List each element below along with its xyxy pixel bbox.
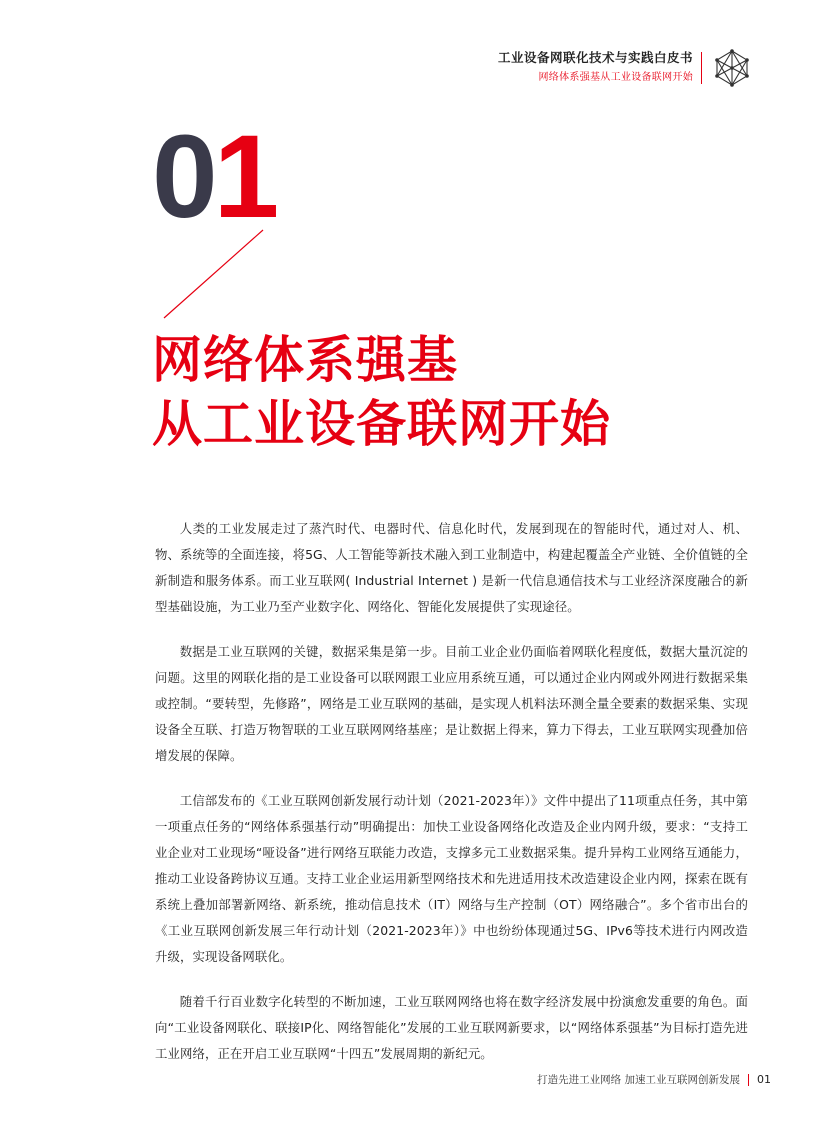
chapter-number: [152, 111, 276, 243]
footer-slogan: 打造先进工业网络 加速工业互联网创新发展: [537, 1074, 740, 1086]
paragraph: 工信部发布的《工业互联网创新发展行动计划（2021-2023年）》文件中提出了11项重点任务，其中第一项重点任务的“网络体系强基行动”明确提出：加快工业设备网络化改造及企业内网升级，要求：“支持工业企业对工业现场“哑设备”进行网络互联能力改造，支撑多元工业数据采集。提升异构工业网络互通能力，推动工业设备跨协议互通。支持工业企业运用新型网络技术和先进适用技术改造建设企业内网，探索在既有系统上叠加部署新网络、新系统，推动信息技术（IT）网络与生产控制（OT）网络融合”。多个省市出台的《工业互联网创新发展三年行动计划（2021-2023年）》中也纷纷体现通过5G、IPv6等技术进行内网改造升级，实现设备网联化。: [155, 793, 748, 964]
chapter-title-line-1: 网络体系强基: [152, 331, 458, 389]
page-footer: [537, 1072, 771, 1087]
running-header: [498, 50, 693, 84]
network-mesh-icon: [712, 48, 752, 88]
chapter-number-digit-1: 1: [213, 111, 276, 243]
section-subtitle: 网络体系强基从工业设备联网开始: [538, 72, 693, 83]
header-divider: [701, 52, 702, 84]
decorative-slash: [160, 228, 270, 320]
chapter-number-digit-0: 0: [152, 111, 214, 243]
chapter-title: [152, 328, 611, 456]
paragraph: 随着千行百业数字化转型的不断加速，工业互联网网络也将在数字经济发展中扮演愈发重要的角色。面向“工业设备网联化、联接IP化、网络智能化”发展的工业互联网新要求，以“网络体系强基”为目标打造先进工业网络，正在开启工业互联网“十四五”发展周期的新纪元。: [155, 994, 748, 1061]
document-title: 工业设备网联化技术与实践白皮书: [497, 50, 693, 65]
paragraph: 数据是工业互联网的关键，数据采集是第一步。目前工业企业仍面临着网联化程度低，数据大量沉淀的问题。这里的网联化指的是工业设备可以联网跟工业应用系统互通，可以通过企业内网或外网进行数据采集或控制。“要转型，先修路”，网络是工业互联网的基础，是实现人机料法环测全量全要素的数据采集、实现设备全互联、打造万物智联的工业互联网网络基座；是让数据上得来，算力下得去，工业互联网实现叠加倍增发展的保障。: [155, 644, 748, 763]
body-text: [155, 516, 748, 1086]
paragraph: 人类的工业发展走过了蒸汽时代、电器时代、信息化时代，发展到现在的智能时代，通过对人、机、物、系统等的全面连接，将5G、人工智能等新技术融入到工业制造中，构建起覆盖全产业链、全价值链的全新制造和服务体系。而工业互联网( Industrial Internet ) 是新一代信息通信技术与工业经济深度融合的新型基础设施，为工业乃至产业数字化、网络化、智能化发展提供了实现途径。: [155, 521, 748, 614]
footer-divider: [748, 1074, 749, 1086]
page-number: 01: [757, 1073, 771, 1086]
chapter-title-line-2: 从工业设备联网开始: [152, 395, 611, 453]
